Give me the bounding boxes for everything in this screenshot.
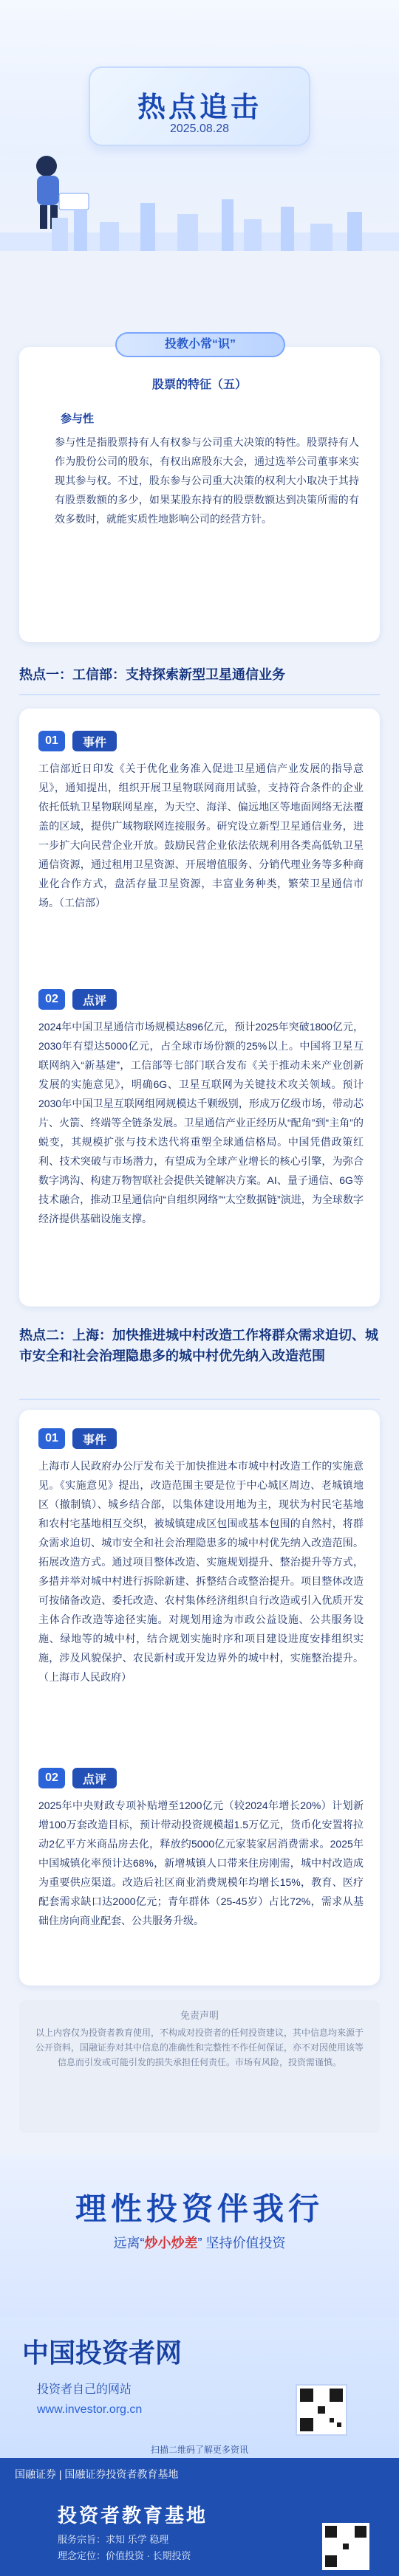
investor-website-banner: [0, 2318, 399, 2458]
investor-website-title: 中国投资者网: [22, 2338, 183, 2368]
hot1-event-text: 工信部近日印发《关于优化业务准入促进卫星通信产业发展的指导意见》，通知提出，组织开展卫星物联网商用试验，支持符合条件的企业依托低轨卫星物联网星座，为天空、海洋、偏远地区等地面网络无法覆盖的区域，提供广域物联网连接服务。研究设立新型卫星通信业务，进一步扩大向民营企业开放。鼓励民营企业依法依规利用各类高低轨卫星通信资源，通过租用卫星资源、开展增值服务、分销代理业务等多种商业化合作方式，盘活存量卫星资源，丰富业务种类，繁荣卫星通信市场。（工信部）: [38, 762, 364, 909]
subtitle-highlight: 炒小炒差: [144, 2236, 198, 2250]
education-base-brand: 国融证券 | 国融证券投资者教育基地: [15, 2468, 179, 2480]
hot2-event-num: 01: [38, 1428, 65, 1449]
rational-investing-subtitle: [0, 2233, 399, 2252]
rational-investing-banner: [0, 2155, 399, 2318]
subtitle-suffix: ” 坚持价值投资: [197, 2236, 286, 2250]
hot2-comment: [38, 1768, 364, 1930]
knowledge-tab: 投教小常“识”: [115, 332, 285, 357]
hot2-event: [38, 1428, 364, 1687]
knowledge-heading: 股票的特征（五）: [151, 379, 247, 391]
hot2-comment-label: 点评: [72, 1768, 117, 1788]
education-base-line1: 服务宗旨：求知 乐学 稳理: [58, 2534, 169, 2545]
hot2-event-label: 事件: [72, 1428, 117, 1449]
disclaimer-title: 免责声明: [180, 2010, 219, 2021]
knowledge-card: [19, 338, 380, 642]
subtitle-prefix: 远离“: [113, 2236, 145, 2250]
rational-investing-title: 理性投资伴我行: [75, 2191, 324, 2226]
knowledge-body: 参与性是指股票持有人有权参与公司重大决策的特性。股票持有人作为股份公司的股东，有权出席股东大会，通过选举公司董事来实现其参与权。不过，股东参与公司重大决策的权利大小取决于其持有股票数额的多少，如果某股东持有的股票数额达到决策所需的有效多数时，就能实质性地影响公司的经营方针。: [55, 436, 359, 525]
hot2-event-text: 上海市人民政府办公厅发布关于加快推进本市城中村改造工作的实施意见。《实施意见》提出，改造范围主要是位于中心城区周边、老城镇地区（撤制镇）、城乡结合部，以集体建设用地为主，现状为村民宅基地和农村宅基地相互交织，被城镇建成区包围或基本包围的自然村，将群众需求迫切、城市安全和社会治理隐患多的城中村优先纳入改造范围。拓展改造方式。通过项目整体改造、实施规划提升、整治提升等方式，多措并举对城中村进行拆除新建、拆整结合或整治提升。项目整体改造可按储备改造、委托改造、农村集体经济组织自行改造或引入优质开发主体合作改造等途径实施。对规划用途为市政公益设施、公共服务设施、绿地等的城中村，结合规划实施时序和项目建设进度安排组织实施，涉及风貌保护、农民新村或开发边界外的城中村，实施整治提升。（上海市人民政府）: [38, 1460, 364, 1683]
qr-code-icon-2: [322, 2523, 369, 2570]
city-skyline-illustration: [0, 188, 399, 251]
hot1-comment-text: 2024年中国卫星通信市场规模达896亿元，预计2025年突破1800亿元，2030年有望达5000亿元，占全球市场份额的25%以上。中国将卫星互联网纳入“新基建”，工信部等七部门联合发布《关于推动未来产业创新发展的实施意见》，明确6G、卫星互联网为关键技术攻关领域。预计2030年中国卫星互联网组网规模达千颗级别，形成万亿级市场，带动芯片、火箭、终端等全链条发展。卫星通信产业正经历从“配角”到“主角”的蜕变，其规模扩张与技术迭代将重塑全球通信格局。中国凭借政策红利、技术突破与市场潜力，有望成为全球产业增长的核心引擎，为弥合数字鸿沟、构建万物智联社会提供关键解决方案。AI、量子通信、6G等技术融合，推动卫星通信向“自组织网络”“太空数据链”演进，为全球数字经济提供基础设施支撑。: [38, 1021, 364, 1225]
hot2-comment-num: 02: [38, 1768, 65, 1788]
education-base-line2: 理念定位：价值投资 · 长期投资: [58, 2550, 191, 2561]
disclaimer-text: 以上内容仅为投资者教育使用，不构成对投资者的任何投资建议，其中信息均来源于公开资料，国融证券对其中信息的准确性和完整性不作任何保证，亦不对因使用该等信息而引发或可能引发的损失承担任何责任。市场有风险，投资需谨慎。: [35, 2028, 364, 2067]
education-base-title: 投资者教育基地: [58, 2504, 208, 2527]
disclaimer-box: [19, 2000, 380, 2133]
qr-code-2: [322, 2523, 369, 2570]
investor-website-link[interactable]: www.investor.org.cn: [37, 2403, 143, 2416]
hot2-divider: [19, 1399, 380, 1400]
header: [0, 0, 399, 251]
qr-code-icon: [297, 2386, 346, 2434]
title-banner: [89, 66, 310, 146]
hot1-event-num: 01: [38, 731, 65, 751]
hot1-divider: [19, 694, 380, 695]
qr-code: [296, 2384, 347, 2436]
qr-note: 扫描二维码了解更多资讯: [150, 2445, 248, 2455]
hot1-event: [38, 731, 364, 912]
hot2-comment-text: 2025年中央财政专项补贴增至1200亿元（较2024年增长20%）计划新增100万套改造目标，预计带动投资规模超1.5万亿元，货币化安置将拉动2亿平方米商品房去化，释放约5000亿元家装家居消费需求。2025年中国城镇化率预计达68%，新增城镇人口带来住房刚需，城中村改造成为重要供应渠道。改造后社区商业消费规模年均增长15%，教育、医疗配套需求缺口达2000亿元；青年群体（25-45岁）占比72%，需求从基础住房向商业配套、公共服务升级。: [38, 1800, 364, 1926]
page-title: 热点追击: [137, 92, 262, 123]
education-base-banner: [0, 2458, 399, 2576]
hot2-title: 热点二：上海：加快推进城中村改造工作将群众需求迫切、城市安全和社会治理隐患多的城中村优先纳入改造范围: [19, 1328, 378, 1363]
hot1-comment-label: 点评: [72, 989, 117, 1010]
hot1-comment-num: 02: [38, 989, 65, 1010]
page-date: 2025.08.28: [169, 123, 230, 135]
knowledge-subheading: 参与性: [61, 413, 95, 425]
hot1-event-label: 事件: [72, 731, 117, 751]
hot1-comment: [38, 989, 364, 1228]
hot1-title: 热点一：工信部：支持探索新型卫星通信业务: [19, 667, 285, 682]
investor-website-subtitle: 投资者自己的网站: [37, 2383, 132, 2396]
